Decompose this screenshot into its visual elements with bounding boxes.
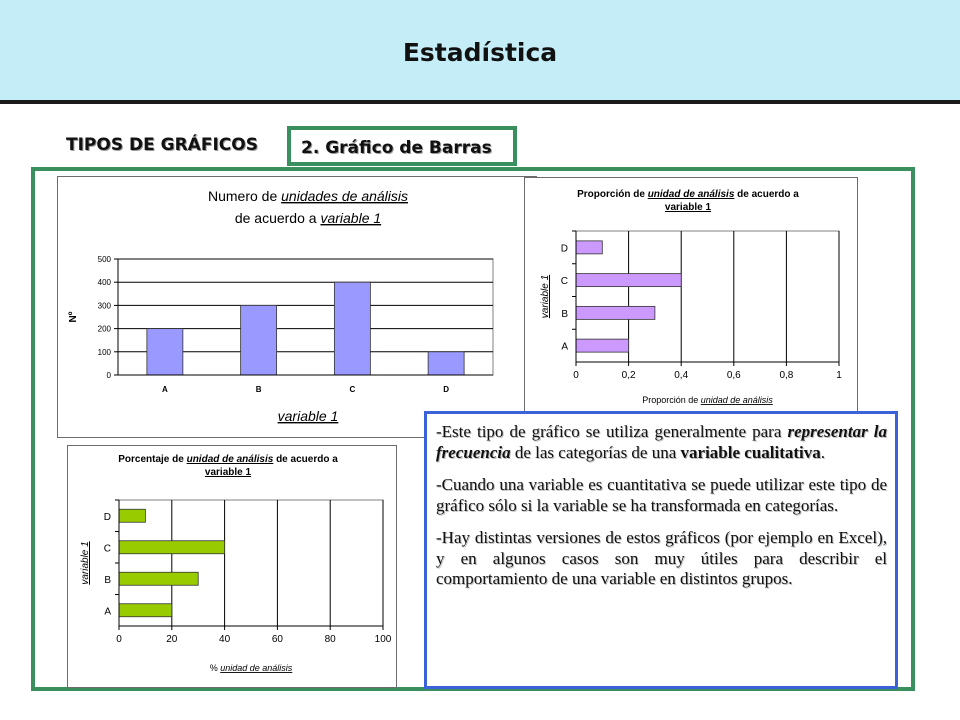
y-tick-label: C — [103, 543, 111, 555]
chart-title-line-1: Proporción de unidad de análisis de acuerdo a — [577, 189, 799, 200]
explanation-box — [424, 411, 898, 689]
subsection-title: 2. Gráfico de Barras — [301, 138, 492, 158]
bar-chart-vertical — [57, 176, 537, 438]
chart-title-line-1: Numero de unidades de análisis — [207, 188, 409, 204]
x-tick-label: 80 — [324, 634, 336, 645]
bar — [334, 282, 370, 375]
x-tick-label: B — [255, 385, 262, 394]
section-title: TIPOS DE GRÁFICOS — [66, 135, 258, 155]
y-tick-label: D — [560, 243, 568, 255]
p1-text-a: -Este tipo de gráfico se utiliza generalmente para — [436, 422, 788, 441]
chart-title-line-2: variable 1 — [204, 467, 252, 478]
p1-emphasis: representar la frecuencia — [436, 422, 888, 462]
y-tick-label: B — [104, 574, 111, 586]
x-tick-label: 0,2 — [621, 370, 636, 381]
bar — [576, 274, 681, 287]
x-tick-label: C — [349, 385, 356, 394]
paragraph-3: -Hay distintas versiones de estos gráficos (por ejemplo en Excel), y en algunos casos son muy útiles para describir el comportamiento de una variable en distintos grupos. — [436, 528, 887, 588]
p1-bold: variable cualitativa — [680, 442, 821, 462]
bar — [576, 241, 602, 254]
bar — [576, 339, 629, 352]
y-tick-label: 400 — [97, 278, 111, 288]
x-tick-label: 0,6 — [726, 370, 741, 381]
bar — [119, 509, 145, 522]
paragraph-2: -Cuando una variable es cuantitativa se puede utilizar este tipo de gráfico sólo si la variable se ha transformada en categorías. — [436, 475, 887, 515]
bar-chart-percentage — [67, 445, 397, 688]
p1-text-c: de las categorías de una — [510, 442, 681, 462]
x-tick-label: 0,8 — [779, 370, 794, 381]
y-tick-label: D — [103, 511, 111, 523]
y-tick-label: 500 — [97, 255, 111, 264]
x-tick-label: A — [161, 385, 168, 394]
y-tick-label: 100 — [97, 347, 111, 357]
p1-text-e: . — [820, 442, 826, 462]
x-axis-title: variable 1 — [277, 408, 339, 424]
x-tick-label: 40 — [219, 634, 231, 645]
bar — [147, 329, 183, 375]
x-axis-title: Proporción de unidad de análisis — [642, 395, 773, 405]
x-axis-title: % unidad de análisis — [209, 663, 293, 673]
chart-svg-count — [58, 177, 537, 438]
x-tick-label: 60 — [271, 634, 283, 645]
y-axis-title: Nº — [68, 311, 79, 323]
x-tick-label: 0 — [116, 634, 122, 645]
x-tick-label: D — [443, 385, 450, 394]
subsection-box — [287, 126, 517, 166]
bar — [428, 352, 464, 375]
chart-svg-percentage — [68, 446, 397, 688]
chart-title-line-1: Porcentaje de unidad de análisis de acuerdo a — [118, 454, 338, 465]
chart-title-line-2: de acuerdo a variable 1 — [234, 210, 382, 226]
title-banner — [0, 0, 960, 104]
bar — [119, 541, 225, 554]
x-tick-label: 100 — [374, 634, 392, 645]
y-tick-label: B — [561, 308, 568, 320]
y-tick-label: 300 — [97, 301, 111, 311]
x-tick-label: 20 — [166, 634, 178, 645]
y-tick-label: A — [104, 606, 111, 618]
y-axis-title: variable 1 — [540, 274, 551, 319]
y-tick-label: A — [561, 341, 568, 353]
x-tick-label: 0 — [573, 370, 579, 381]
y-axis-title: variable 1 — [80, 541, 91, 585]
page-title: Estadística — [402, 38, 558, 67]
x-tick-label: 1 — [836, 370, 842, 381]
bar — [119, 572, 198, 585]
y-tick-label: 200 — [97, 324, 111, 334]
bar — [241, 305, 277, 375]
y-tick-label: 0 — [106, 371, 111, 380]
bar-chart-proportion — [524, 177, 858, 418]
paragraph-1 — [436, 422, 887, 463]
bar — [119, 604, 172, 617]
x-tick-label: 0,4 — [674, 370, 689, 381]
chart-title-line-2: variable 1 — [664, 202, 712, 213]
y-tick-label: C — [560, 276, 568, 288]
chart-svg-proportion — [525, 178, 858, 418]
bar — [576, 306, 655, 319]
